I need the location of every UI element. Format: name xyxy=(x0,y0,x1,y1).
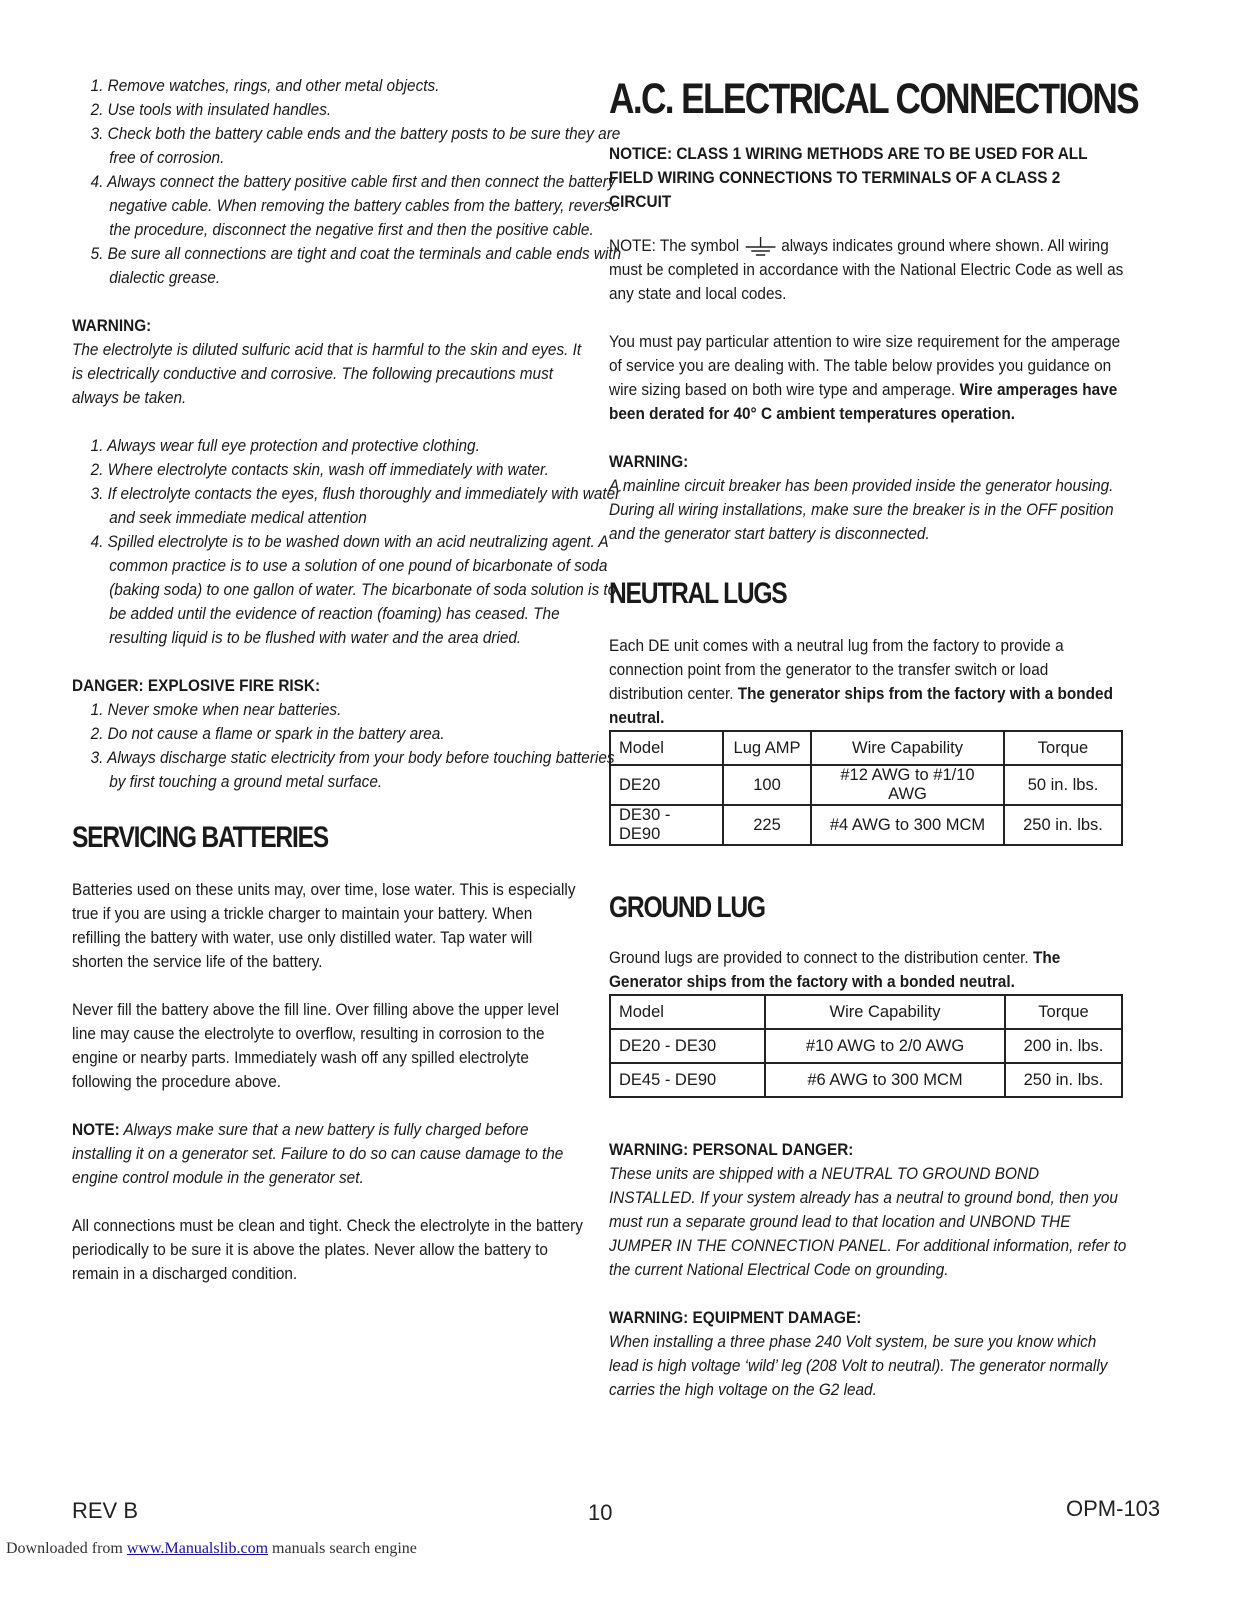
electrolyte-precautions-list xyxy=(72,434,621,650)
list-item: 3. If electrolyte contacts the eyes, flush thoroughly and immediately with water and seek immediate medical attention xyxy=(90,485,621,527)
neutral-lugs-heading: NEUTRAL LUGS xyxy=(609,577,787,610)
list-item: 3. Check both the battery cable ends and the battery posts to be sure they are free of corrosion. xyxy=(90,125,621,167)
table-cell: #4 AWG to 300 MCM xyxy=(811,805,1004,845)
warning-label: WARNING: xyxy=(609,453,689,471)
note-paragraph xyxy=(72,1118,584,1190)
personal-danger-label: WARNING: PERSONAL DANGER: xyxy=(609,1141,854,1159)
table-row xyxy=(610,1063,1122,1097)
ground-paragraph: Ground lugs are provided to connect to the distribution center. The Generator ships from the factory with a bonded neutral. xyxy=(609,949,1061,991)
danger-label: DANGER: EXPLOSIVE FIRE RISK: xyxy=(72,677,321,695)
table-cell: #12 AWG to #1/10 AWG xyxy=(811,765,1004,805)
document-id: OPM-103 xyxy=(1066,1496,1161,1521)
manualslib-link[interactable]: www.Manualslib.com xyxy=(126,1540,269,1557)
table-cell: 225 xyxy=(723,805,811,845)
neutral-paragraph: Each DE unit comes with a neutral lug from the factory to provide a connection point from the generator to the transfer switch or load distribution center. The generator ships from the factory with a bonded neutral. xyxy=(609,637,1113,727)
ground-note: NOTE: The symbol always indicates ground where shown. All wiring must be completed in accordance with the National Electric Code as well as any state and local codes. xyxy=(609,237,1124,303)
table-cell: DE45 - DE90 xyxy=(610,1063,765,1097)
table-row xyxy=(610,765,1122,805)
list-item: 4. Always connect the battery positive cable first and then connect the battery negative cable. When removing the battery cables from the battery, reverse the procedure, disconnect the negative first and then the positive cable. xyxy=(90,173,620,239)
list-item: 2. Use tools with insulated handles. xyxy=(90,101,332,119)
equipment-damage-label: WARNING: EQUIPMENT DAMAGE: xyxy=(609,1309,862,1327)
table-header: Model xyxy=(610,995,765,1029)
table-row xyxy=(610,805,1122,845)
table-cell: #6 AWG to 300 MCM xyxy=(765,1063,1005,1097)
table-cell: 250 in. lbs. xyxy=(1005,1063,1122,1097)
servicing-paragraph: Never fill the battery above the fill line. Over filling above the upper level line may cause the electrolyte to overflow, resulting in corrosion to the engine or nearby parts. Immediately wash off any spilled electrolyte following the procedure above. xyxy=(72,1001,560,1091)
download-footer: Downloaded from www.Manualslib.com manuals search engine xyxy=(6,1540,417,1557)
warning-text: The electrolyte is diluted sulfuric acid that is harmful to the skin and eyes. It is electrically conductive and corrosive. The following precautions must always be taken. xyxy=(72,341,582,407)
servicing-paragraph: Batteries used on these units may, over time, lose water. This is especially true if you are using a trickle charger to maintain your battery. When refilling the battery with water, use only distilled water. Tap water will shorten the service life of the battery. xyxy=(72,881,576,971)
list-item: 1. Always wear full eye protection and protective clothing. xyxy=(90,437,480,455)
breaker-warning-text: A mainline circuit breaker has been provided inside the generator housing. During all wiring installations, make sure the breaker is in the OFF position and the generator start battery is disconnected. xyxy=(609,477,1114,543)
right-column xyxy=(609,74,1139,1402)
equipment-damage-text: When installing a three phase 240 Volt system, be sure you know which lead is high voltage ‘wild’ leg (208 Volt to neutral). The generator normally carries the high voltage on the G2 lead. xyxy=(609,1333,1108,1399)
warning-label: WARNING: xyxy=(72,317,152,335)
list-item: 1. Remove watches, rings, and other metal objects. xyxy=(90,77,440,95)
note-label: NOTE: xyxy=(72,1121,120,1139)
revision-label: REV B xyxy=(72,1498,139,1523)
table-header: Torque xyxy=(1004,731,1122,765)
table-header: Torque xyxy=(1005,995,1122,1029)
table-cell: 200 in. lbs. xyxy=(1005,1029,1122,1063)
ground-lug-heading: GROUND LUG xyxy=(609,891,765,924)
table-header: Lug AMP xyxy=(723,731,811,765)
table-header: Model xyxy=(610,731,723,765)
table-cell: 100 xyxy=(723,765,811,805)
servicing-paragraph: All connections must be clean and tight. Check the electrolyte in the battery periodically to be sure it is above the plates. Never allow the battery to remain in a discharged condition. xyxy=(72,1217,583,1283)
table-header-row xyxy=(610,731,1122,765)
servicing-batteries-heading: SERVICING BATTERIES xyxy=(72,821,328,854)
ac-connections-heading: A.C. ELECTRICAL CONNECTIONS xyxy=(609,75,1139,123)
neutral-lug-table xyxy=(609,730,1123,846)
list-item: 1. Never smoke when near batteries. xyxy=(90,701,342,719)
battery-safety-list xyxy=(72,74,622,290)
list-item: 3. Always discharge static electricity from your body before touching batteries by first touching a ground metal surface. xyxy=(90,749,615,791)
table-header: Wire Capability xyxy=(765,995,1005,1029)
table-row xyxy=(610,1029,1122,1063)
list-item: 4. Spilled electrolyte is to be washed down with an acid neutralizing agent. A common practice is to use a solution of one pound of bicarbonate of soda (baking soda) to one gallon of water. The bicarbonate of soda solution is to be added until the evidence of reaction (foaming) has ceased. The resulting liquid is to be flushed with water and the area dried. xyxy=(90,533,617,647)
list-item: 5. Be sure all connections are tight and coat the terminals and cable ends with dialectic grease. xyxy=(90,245,622,287)
notice-text: NOTICE: CLASS 1 WIRING METHODS ARE TO BE USED FOR ALL FIELD WIRING CONNECTIONS TO TERMINALS OF A CLASS 2 CIRCUIT xyxy=(609,145,1088,211)
ground-symbol-icon xyxy=(743,237,776,257)
table-cell: DE30 - DE90 xyxy=(610,805,723,845)
note-text: Always make sure that a new battery is fully charged before installing it on a generator set. Failure to do so can cause damage to the engine control module in the generator set. xyxy=(72,1121,564,1187)
page-number: 10 xyxy=(588,1500,613,1525)
ground-lug-table xyxy=(609,994,1123,1098)
fire-risk-list xyxy=(72,698,615,794)
list-item: 2. Do not cause a flame or spark in the battery area. xyxy=(90,725,445,743)
table-cell: DE20 - DE30 xyxy=(610,1029,765,1063)
table-header: Wire Capability xyxy=(811,731,1004,765)
left-column xyxy=(72,74,622,1286)
table-cell: DE20 xyxy=(610,765,723,805)
wire-size-paragraph: You must pay particular attention to wire size requirement for the amperage of service you are dealing with. The table below provides you guidance on wire sizing based on both wire type and amperage. Wire amperages have been derated for 40° C ambient temperatures operation. xyxy=(609,333,1121,423)
list-item: 2. Where electrolyte contacts skin, wash off immediately with water. xyxy=(90,461,549,479)
personal-danger-text: These units are shipped with a NEUTRAL TO GROUND BOND INSTALLED. If your system already has a neutral to ground bond, then you must run a separate ground lead to that location and UNBOND THE JUMPER IN THE CONNECTION PANEL. For additional information, refer to the current National Electrical Code on grounding. xyxy=(609,1165,1127,1279)
table-header-row xyxy=(610,995,1122,1029)
table-cell: 50 in. lbs. xyxy=(1004,765,1122,805)
table-cell: 250 in. lbs. xyxy=(1004,805,1122,845)
table-cell: #10 AWG to 2/0 AWG xyxy=(765,1029,1005,1063)
